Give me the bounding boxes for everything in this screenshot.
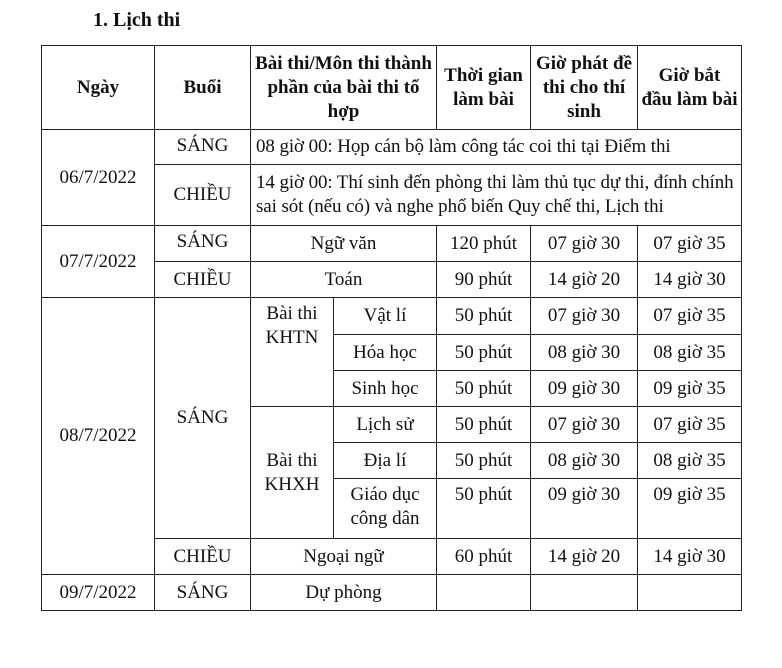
start-time-cell: 14 giờ 30 <box>638 262 742 298</box>
distribute-time-cell: 08 giờ 30 <box>531 335 638 371</box>
session-cell: CHIỀU <box>155 262 251 298</box>
exam-group-cell: Bài thi KHTN <box>251 298 334 407</box>
duration-cell: 50 phút <box>437 407 531 443</box>
duration-cell: 60 phút <box>437 539 531 575</box>
exam-group-cell: Bài thi KHXH <box>251 407 334 539</box>
note-cell: 08 giờ 00: Họp cán bộ làm công tác coi thi tại Điểm thi <box>251 130 742 165</box>
duration-cell <box>437 575 531 611</box>
header-date: Ngày <box>42 46 155 130</box>
session-cell: SÁNG <box>155 298 251 539</box>
exam-schedule-table <box>41 45 742 611</box>
duration-cell: 90 phút <box>437 262 531 298</box>
subject-cell: Dự phòng <box>251 575 437 611</box>
duration-cell: 50 phút <box>437 298 531 335</box>
distribute-time-cell: 08 giờ 30 <box>531 443 638 479</box>
date-cell: 08/7/2022 <box>42 298 155 575</box>
table-row <box>42 575 742 611</box>
session-cell: SÁNG <box>155 226 251 262</box>
duration-cell: 50 phút <box>437 443 531 479</box>
date-cell: 07/7/2022 <box>42 226 155 298</box>
distribute-time-cell: 14 giờ 20 <box>531 262 638 298</box>
distribute-time-cell: 07 giờ 30 <box>531 407 638 443</box>
subject-cell: Ngoại ngữ <box>251 539 437 575</box>
start-time-cell <box>638 575 742 611</box>
subject-cell: Giáo dục công dân <box>334 479 437 539</box>
subject-cell: Địa lí <box>334 443 437 479</box>
distribute-time-cell: 14 giờ 20 <box>531 539 638 575</box>
date-cell: 09/7/2022 <box>42 575 155 611</box>
table-row <box>42 130 742 165</box>
start-time-cell: 08 giờ 35 <box>638 335 742 371</box>
subject-cell: Lịch sử <box>334 407 437 443</box>
table-row <box>42 226 742 262</box>
date-cell: 06/7/2022 <box>42 130 155 226</box>
duration-cell: 50 phút <box>437 371 531 407</box>
session-cell: CHIỀU <box>155 165 251 226</box>
header-session: Buổi <box>155 46 251 130</box>
start-time-cell: 08 giờ 35 <box>638 443 742 479</box>
session-cell: SÁNG <box>155 130 251 165</box>
header-duration: Thời gian làm bài <box>437 46 531 130</box>
start-time-cell: 07 giờ 35 <box>638 407 742 443</box>
start-time-cell: 09 giờ 35 <box>638 371 742 407</box>
distribute-time-cell: 07 giờ 30 <box>531 226 638 262</box>
distribute-time-cell: 09 giờ 30 <box>531 479 638 539</box>
start-time-cell: 07 giờ 35 <box>638 226 742 262</box>
duration-cell: 50 phút <box>437 479 531 539</box>
distribute-time-cell <box>531 575 638 611</box>
session-cell: SÁNG <box>155 575 251 611</box>
start-time-cell: 07 giờ 35 <box>638 298 742 335</box>
note-cell: 14 giờ 00: Thí sinh đến phòng thi làm thủ tục dự thi, đính chính sai sót (nếu có) và nghe phổ biến Quy chế thi, Lịch thi <box>251 165 742 226</box>
header-start: Giờ bắt đầu làm bài <box>638 46 742 130</box>
subject-cell: Vật lí <box>334 298 437 335</box>
section-heading: 1. Lịch thi <box>93 9 181 31</box>
header-row <box>42 46 742 130</box>
header-distribute: Giờ phát đề thi cho thí sinh <box>531 46 638 130</box>
session-cell: CHIỀU <box>155 539 251 575</box>
subject-cell: Toán <box>251 262 437 298</box>
start-time-cell: 14 giờ 30 <box>638 539 742 575</box>
subject-cell: Hóa học <box>334 335 437 371</box>
distribute-time-cell: 09 giờ 30 <box>531 371 638 407</box>
duration-cell: 120 phút <box>437 226 531 262</box>
start-time-cell: 09 giờ 35 <box>638 479 742 539</box>
table-row <box>42 298 742 335</box>
subject-cell: Ngữ văn <box>251 226 437 262</box>
subject-cell: Sinh học <box>334 371 437 407</box>
distribute-time-cell: 07 giờ 30 <box>531 298 638 335</box>
header-subject: Bài thi/Môn thi thành phần của bài thi tổ hợp <box>251 46 437 130</box>
duration-cell: 50 phút <box>437 335 531 371</box>
